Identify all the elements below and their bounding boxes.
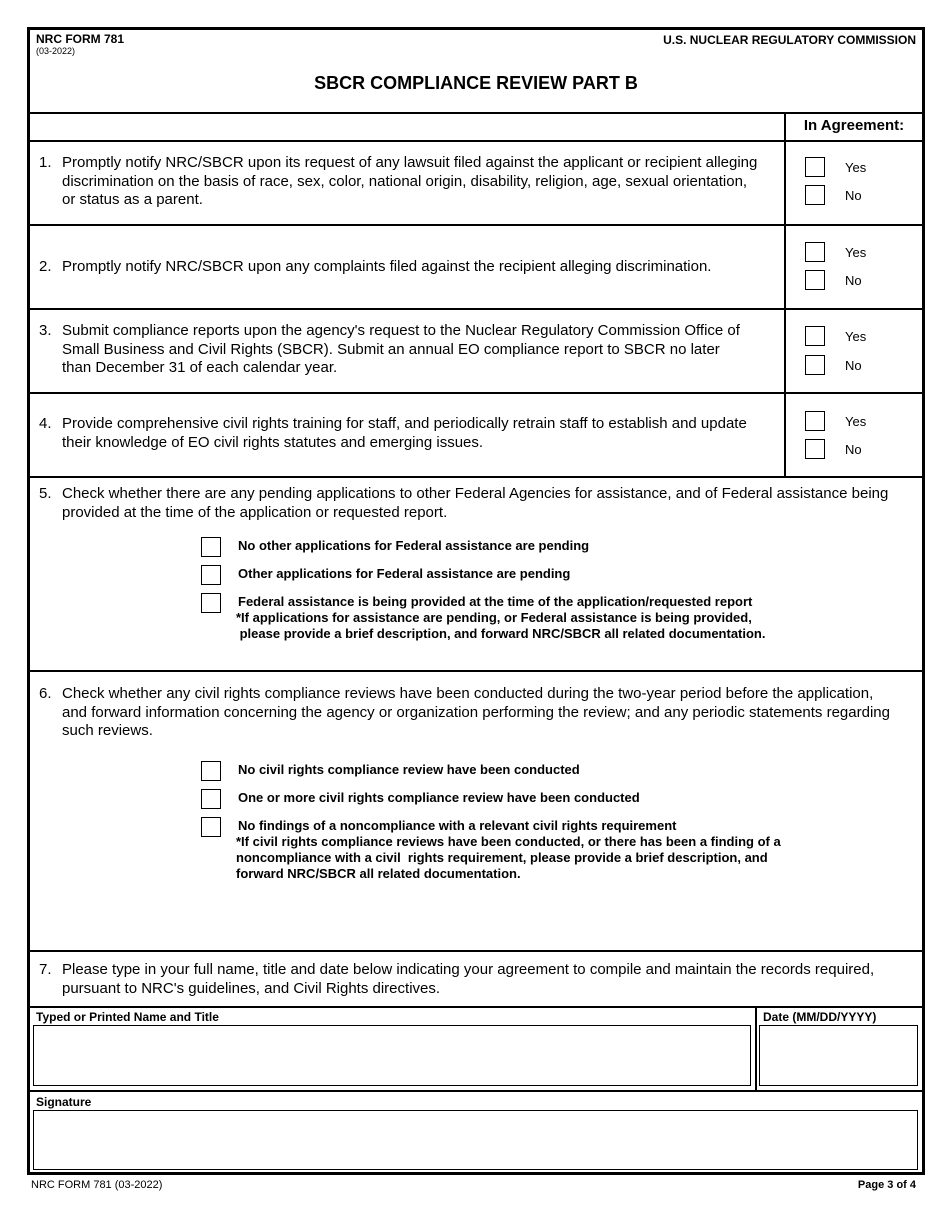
- q2-no-checkbox[interactable]: [805, 270, 825, 290]
- question-text: provided at the time of the application or requested report.: [62, 503, 448, 521]
- question-number: 3.: [39, 322, 52, 339]
- question-number: 5.: [39, 485, 52, 502]
- yes-label: Yes: [845, 245, 867, 260]
- question-text: Please type in your full name, title and date below indicating your agreement to compile and maintain the records required,: [62, 961, 875, 978]
- q1-yes-checkbox[interactable]: [805, 157, 825, 177]
- form-frame: [27, 27, 925, 1175]
- date-label: Date (MM/DD/YYYY): [763, 1010, 877, 1024]
- question-text: Check whether any civil rights compliance reviews have been conducted during the two-year period before the application,: [62, 685, 874, 702]
- q5-note-line-2: please provide a brief description, and forward NRC/SBCR all related documentation.: [236, 626, 766, 641]
- q5-option-3-checkbox[interactable]: [201, 593, 221, 613]
- page-number: Page 3 of 4: [857, 1179, 916, 1191]
- question-text: Small Business and Civil Rights (SBCR). Submit an annual EO compliance report to SBCR no later: [62, 340, 720, 358]
- q6-note-line-3: forward NRC/SBCR all related documentation.: [236, 866, 521, 881]
- signature-label: Signature: [36, 1095, 92, 1109]
- question-text: or status as a parent.: [62, 191, 203, 208]
- question-number: 2.: [39, 258, 52, 275]
- form-id: NRC FORM 781: [36, 32, 125, 46]
- name-title-input[interactable]: [33, 1025, 751, 1086]
- q4-yes-checkbox[interactable]: [805, 411, 825, 431]
- q5-option-2-label: Other applications for Federal assistance are pending: [238, 566, 571, 581]
- q6-note-line-2: noncompliance with a civil rights requirement, please provide a brief description, and: [236, 850, 768, 865]
- divider: [30, 308, 922, 310]
- q5-option-2-checkbox[interactable]: [201, 565, 221, 585]
- question-text: Check whether there are any pending applications to other Federal Agencies for assistance, and of Federal assistance being: [62, 485, 889, 502]
- agreement-header: In Agreement:: [803, 117, 905, 134]
- q6-note-line-1: *If civil rights compliance reviews have been conducted, or there has been a finding of a: [236, 834, 781, 849]
- column-divider: [784, 112, 786, 476]
- divider: [30, 112, 922, 114]
- yes-label: Yes: [845, 414, 867, 429]
- divider: [30, 950, 922, 952]
- question-text: Promptly notify NRC/SBCR upon any complaints filed against the recipient alleging discrimination.: [62, 258, 712, 275]
- q3-no-checkbox[interactable]: [805, 355, 825, 375]
- q6-option-3-label: No findings of a noncompliance with a relevant civil rights requirement: [238, 818, 677, 833]
- divider: [30, 392, 922, 394]
- divider: [30, 1006, 922, 1008]
- q6-option-1-checkbox[interactable]: [201, 761, 221, 781]
- question-text: discrimination on the basis of race, sex, color, national origin, disability, religion, age, sexual orientation,: [62, 172, 748, 190]
- question-text: than December 31 of each calendar year.: [62, 359, 338, 376]
- no-label: No: [845, 358, 862, 373]
- question-text: their knowledge of EO civil rights statutes and emerging issues.: [62, 433, 484, 451]
- q6-option-1-label: No civil rights compliance review have been conducted: [238, 762, 580, 777]
- yes-label: Yes: [845, 160, 867, 175]
- question-number: 7.: [39, 961, 52, 978]
- question-number: 6.: [39, 685, 52, 702]
- question-text: Provide comprehensive civil rights training for staff, and periodically retrain staff to establish and update: [62, 415, 747, 432]
- q5-note-line-1: *If applications for assistance are pending, or Federal assistance is being provided,: [236, 610, 752, 625]
- q6-option-2-checkbox[interactable]: [201, 789, 221, 809]
- date-input[interactable]: [759, 1025, 918, 1086]
- divider: [30, 224, 922, 226]
- signature-input[interactable]: [33, 1110, 918, 1170]
- q4-no-checkbox[interactable]: [805, 439, 825, 459]
- form-date: (03-2022): [36, 46, 76, 56]
- divider: [30, 140, 922, 142]
- yes-label: Yes: [845, 329, 867, 344]
- question-text: pursuant to NRC's guidelines, and Civil Rights directives.: [62, 979, 441, 997]
- question-text: and forward information concerning the agency or organization performing the review; and any periodic statements regarding: [62, 703, 890, 721]
- agency-name: U.S. NUCLEAR REGULATORY COMMISSION: [663, 33, 916, 47]
- divider: [30, 1090, 922, 1092]
- q6-option-3-checkbox[interactable]: [201, 817, 221, 837]
- divider: [30, 670, 922, 672]
- name-title-label: Typed or Printed Name and Title: [36, 1010, 219, 1024]
- q5-option-1-checkbox[interactable]: [201, 537, 221, 557]
- question-number: 4.: [39, 415, 52, 432]
- no-label: No: [845, 273, 862, 288]
- q5-option-1-label: No other applications for Federal assistance are pending: [238, 538, 590, 553]
- q2-yes-checkbox[interactable]: [805, 242, 825, 262]
- q3-yes-checkbox[interactable]: [805, 326, 825, 346]
- question-number: 1.: [39, 154, 52, 171]
- question-text: Submit compliance reports upon the agency's request to the Nuclear Regulatory Commission Office of: [62, 322, 740, 339]
- question-text: Promptly notify NRC/SBCR upon its request of any lawsuit filed against the applicant or recipient alleging: [62, 154, 758, 171]
- no-label: No: [845, 442, 862, 457]
- column-divider: [755, 1006, 757, 1090]
- footer-form-id: NRC FORM 781 (03-2022): [31, 1179, 163, 1191]
- no-label: No: [845, 188, 862, 203]
- q1-no-checkbox[interactable]: [805, 185, 825, 205]
- q6-option-2-label: One or more civil rights compliance review have been conducted: [238, 790, 640, 805]
- q5-option-3-label: Federal assistance is being provided at the time of the application/requested report: [238, 594, 753, 609]
- page-title: SBCR COMPLIANCE REVIEW PART B: [314, 73, 638, 93]
- question-text: such reviews.: [62, 722, 153, 739]
- divider: [30, 476, 922, 478]
